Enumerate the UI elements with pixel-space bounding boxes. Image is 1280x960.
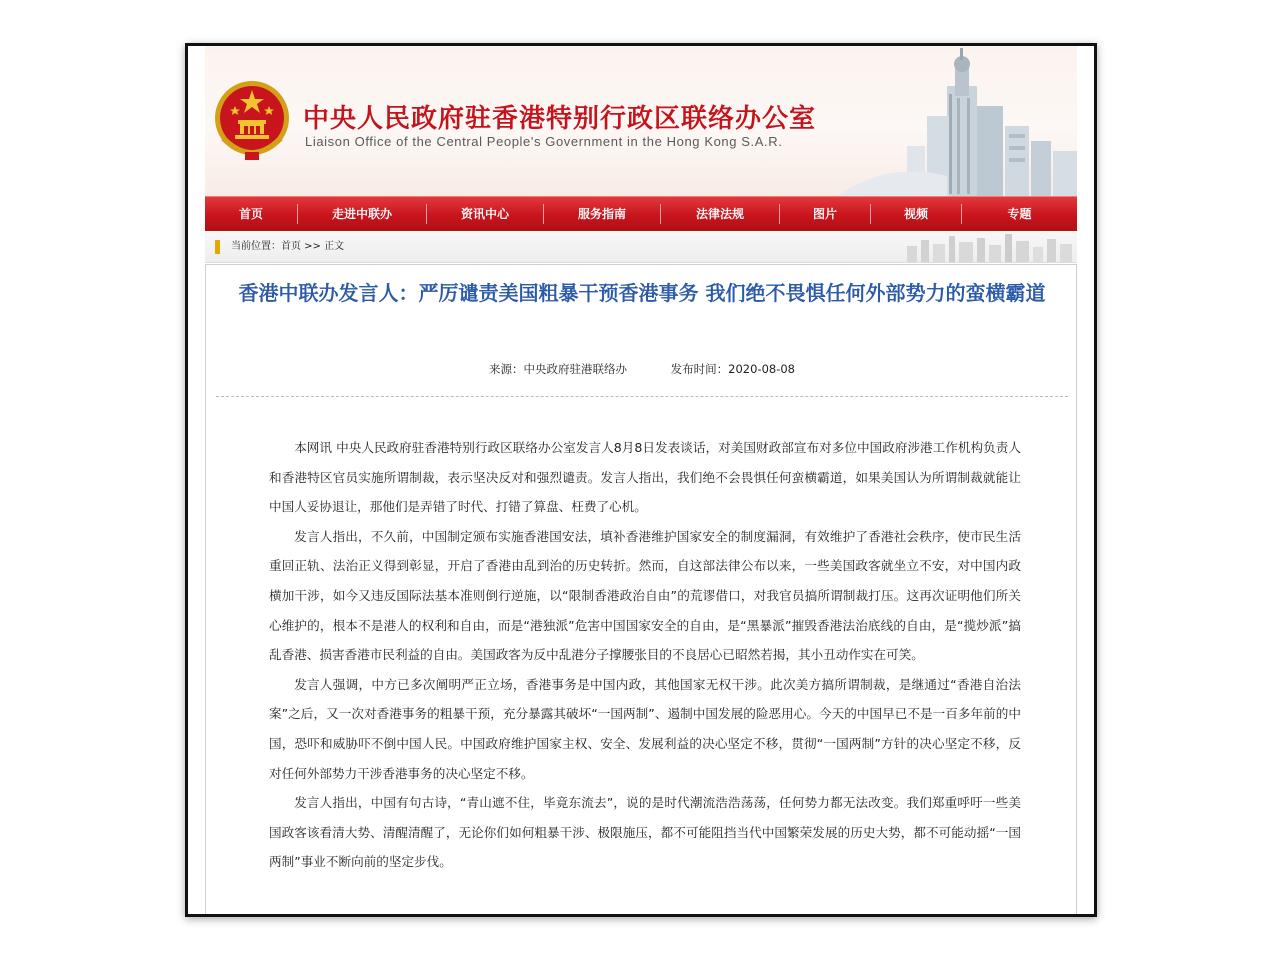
site-header (205, 46, 1077, 196)
article-date: 发布时间：2020-08-08 (670, 362, 795, 376)
screenshot-frame (185, 43, 1097, 917)
nav-videos[interactable]: 视频 (903, 207, 928, 221)
nav-services[interactable]: 服务指南 (577, 207, 626, 221)
webpage (205, 46, 1077, 914)
article-container (205, 264, 1077, 914)
hong-kong-skyline-banner (777, 46, 1077, 196)
nav-topics[interactable]: 专题 (1007, 207, 1032, 221)
article-paragraph: 发言人指出，中国有句古诗，“青山遮不住，毕竟东流去”，说的是时代潮流浩浩荡荡，任何势力都无法改变。我们郑重呼吁一些美国政客该看清大势、清醒清醒了，无论你们如何粗暴干涉、极限施压，都不可能阻挡当代中国繁荣发展的历史大势，都不可能动摇“一国两制”事业不断向前的坚定步伐。 (269, 795, 1021, 870)
article-paragraph: 本网讯 中央人民政府驻香港特别行政区联络办公室发言人8月8日发表谈话，对美国财政部宣布对多位中国政府涉港工作机构负责人和香港特区官员实施所谓制裁，表示坚决反对和强烈谴责。发言人指出，我们绝不会畏惧任何蛮横霸道，如果美国认为所谓制裁就能让中国人妥协退让，那他们是弄错了时代、打错了算盘、枉费了心机。 (269, 440, 1021, 515)
nav-pictures[interactable]: 图片 (812, 207, 837, 221)
breadcrumb-marker-icon (215, 240, 220, 254)
main-navigation (205, 196, 1077, 231)
divider (216, 396, 1068, 397)
article-title: 香港中联办发言人：严厉谴责美国粗暴干预香港事务 我们绝不畏惧任何外部势力的蛮横霸道 (238, 281, 1046, 305)
nav-home[interactable]: 首页 (238, 207, 263, 221)
article-meta (206, 361, 1078, 377)
article-paragraph: 发言人指出，不久前，中国制定颁布实施香港国安法，填补香港维护国家安全的制度漏洞，有效维护了香港社会秩序，使市民生活重回正轨、法治正义得到彰显，开启了香港由乱到治的历史转折。然而，自这部法律公布以来，一些美国政客就坐立不安，对中国内政横加干涉，如今又违反国际法基本准则倒行逆施，以“限制香港政治自由”的荒谬借口，对我官员搞所谓制裁打压。这再次证明他们所关心维护的，根本不是港人的权利和自由，而是“港独派”危害中国国家安全的自由，是“黑暴派”摧毁香港法治底线的自由，是“揽炒派”搞乱香港、损害香港市民利益的自由。美国政客为反中乱港分子撑腰张目的不良居心已昭然若揭，其小丑动作实在可笑。 (269, 528, 1021, 663)
breadcrumb-text[interactable]: 当前位置：首页 >> 正文 (231, 241, 345, 252)
article-body (269, 433, 1021, 877)
nav-about[interactable]: 走进中联办 (331, 207, 392, 221)
breadcrumb (205, 232, 1077, 263)
breadcrumb-skyline-decoration (887, 232, 1077, 262)
nav-laws[interactable]: 法律法规 (695, 207, 744, 221)
site-title-english: Liaison Office of the Central People's Government in the Hong Kong S.A.R. (305, 134, 783, 149)
article-paragraph: 发言人强调，中方已多次阐明严正立场，香港事务是中国内政，其他国家无权干涉。此次美方搞所谓制裁，是继通过“香港自治法案”之后，又一次对香港事务的粗暴干预，充分暴露其破坏“一国两制”、遏制中国发展的险恶用心。今天的中国早已不是一百多年前的中国，恐吓和威胁吓不倒中国人民。中国政府维护国家主权、安全、发展利益的决心坚定不移，贯彻“一国两制”方针的决心坚定不移，反对任何外部势力干涉香港事务的决心坚定不移。 (269, 676, 1021, 781)
article-source: 来源：中央政府驻港联络办 (489, 362, 627, 376)
national-emblem-icon[interactable] (211, 78, 293, 164)
site-title-chinese: 中央人民政府驻香港特别行政区联络办公室 (303, 104, 817, 134)
nav-news[interactable]: 资讯中心 (460, 207, 509, 221)
